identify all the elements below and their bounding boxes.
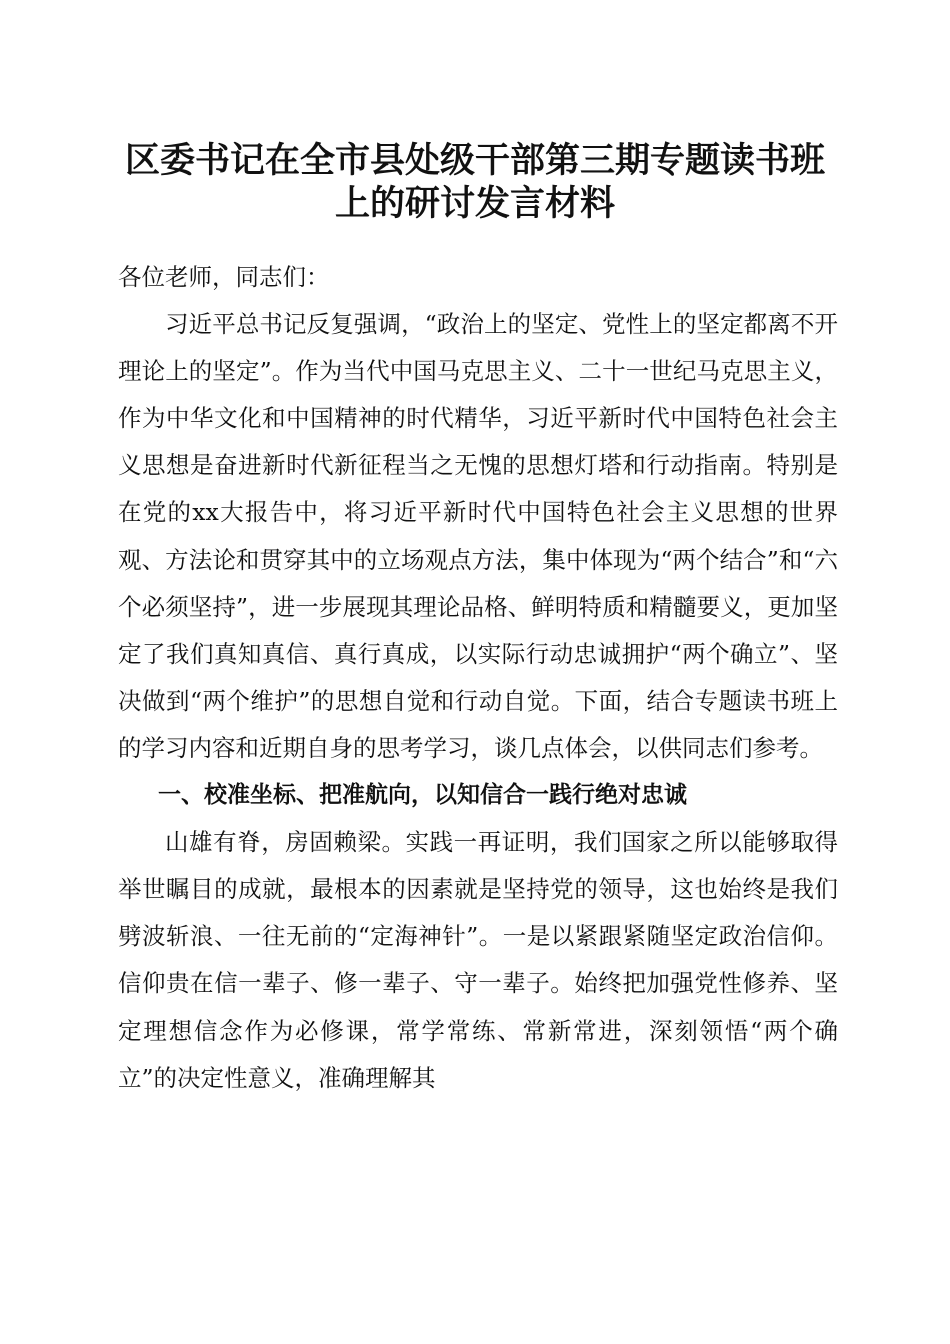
body-paragraph-intro: 习近平总书记反复强调，“政治上的坚定、党性上的坚定都离不开理论上的坚定”。作为当代中国马克思主义、二十一世纪马克思主义，作为中华文化和中国精神的时代精华，习近平新时代中国特色社会主义思想是奋进新时代新征程当之无愧的思想灯塔和行动指南。特别是在党的xx大报告中，将习近平新时代中国特色社会主义思想的世界观、方法论和贯穿其中的立场观点方法，集中体现为“两个结合”和“六个必须坚持”，进一步展现其理论品格、鲜明特质和精髓要义，更加坚定了我们真知真信、真行真成，以实际行动忠诚拥护“两个确立”、坚决做到“两个维护”的思想自觉和行动自觉。下面，结合专题读书班上的学习内容和近期自身的思考学习，谈几点体会，以供同志们参考。 <box>118 310 838 762</box>
document-body <box>118 254 838 1102</box>
document-title-line-2: 上的研讨发言材料 <box>334 183 615 224</box>
body-paragraph-section-1: 山雄有脊，房固赖梁。实践一再证明，我们国家之所以能够取得举世瞩目的成就，最根本的因素就是坚持党的领导，这也始终是我们劈波斩浪、一往无前的“定海神针”。一是以紧跟紧随坚定政治信仰。信仰贵在信一辈子、修一辈子、守一辈子。始终把加强党性修养、坚定理想信念作为必修课，常学常练、常新常进，深刻领悟“两个确立”的决定性意义，准确理解其 <box>118 828 838 1092</box>
section-heading-1: 一、校准坐标、把准航向，以知信合一践行绝对忠诚 <box>158 782 687 809</box>
salutation: 各位老师，同志们： <box>118 263 330 291</box>
document-title-line-1: 区委书记在全市县处级干部第三期专题读书班 <box>124 140 825 181</box>
